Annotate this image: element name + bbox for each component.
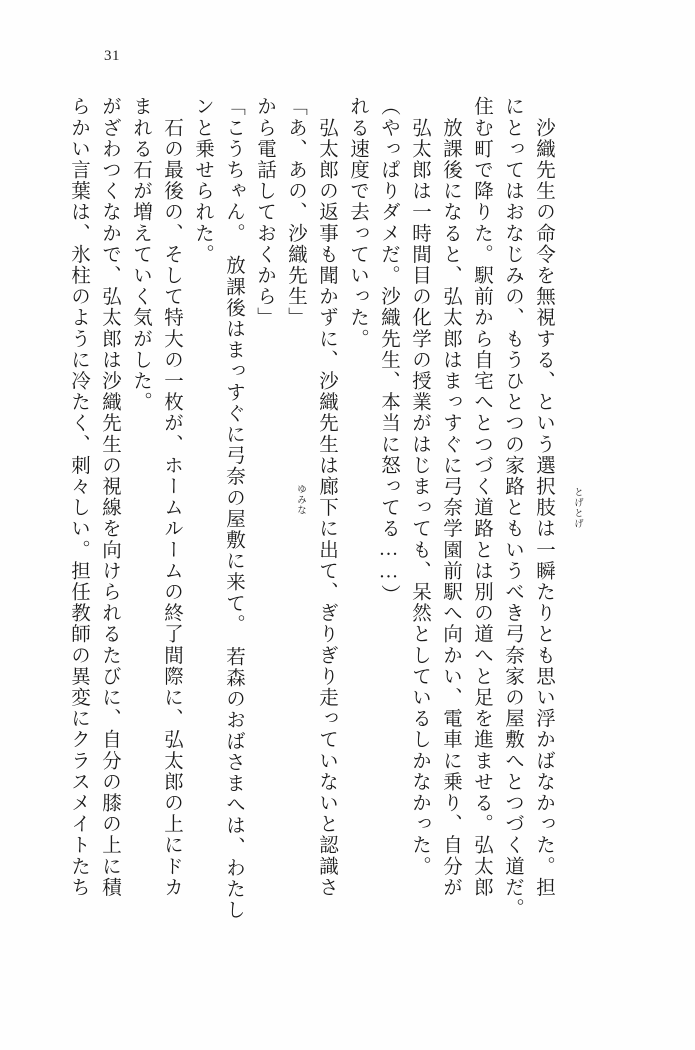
- text-column: 放課後になると、弘太郎はまっすぐに弓奈学園前駅へ向かい、電車に乗り、自分が: [440, 96, 461, 898]
- text-column: 弘太郎は一時間目の化学の授業がはじまっても、呆然としているしかなかった。: [409, 96, 430, 877]
- ruby-annotation-yumina: ゆみな: [295, 484, 305, 516]
- text-column: 弘太郎の返事も聞かずに、沙織先生は廊下に出て、ぎりぎり走っていないと認識さ: [316, 96, 337, 898]
- text-column: 沙織先生の命令を無視する、という選択肢は一瞬たりとも思い浮かばなかった。担: [533, 96, 554, 898]
- text-column: 「あ、あの、沙織先生」: [285, 96, 306, 329]
- text-column: まれる石が増えていく気がした。: [130, 96, 151, 413]
- vertical-text-body: [57, 96, 633, 976]
- text-column: れる速度で去っていった。: [347, 96, 368, 350]
- page-number: 31: [104, 48, 120, 64]
- text-column: らかい言葉は、氷柱のように冷たく、刺々しい。担任教師の異変にクラスメイトたち: [68, 96, 89, 898]
- text-column: 「こうちゃん。 放課後はまっすぐに弓奈の屋敷に来て。 若森のおばさまへは、わたし: [223, 96, 244, 921]
- text-column: 石の最後の、そして特大の一枚が、ホームルームの終了間際に、弘太郎の上にドカ: [161, 96, 182, 898]
- text-column: がざわつくなかで、弘太郎は沙織先生の視線を向けられるたびに、自分の膝の上に積: [99, 96, 120, 898]
- text-column: にとってはおなじみの、もうひとつの家路ともいうべき弓奈家の屋敷へとつづく道だ。: [502, 96, 523, 919]
- text-column: （やっぱりダメだ。沙織先生、本当に怒ってる……）: [378, 96, 399, 606]
- ruby-annotation-togetoge: とげとげ: [572, 487, 582, 529]
- text-column: ンと乗せられた。: [192, 96, 213, 265]
- text-column: 住む町で降りた。駅前から自宅へとつづく道路とは別の道へと足を進ませる。弘太郎: [471, 96, 492, 898]
- text-column: から電話しておくから」: [254, 96, 275, 329]
